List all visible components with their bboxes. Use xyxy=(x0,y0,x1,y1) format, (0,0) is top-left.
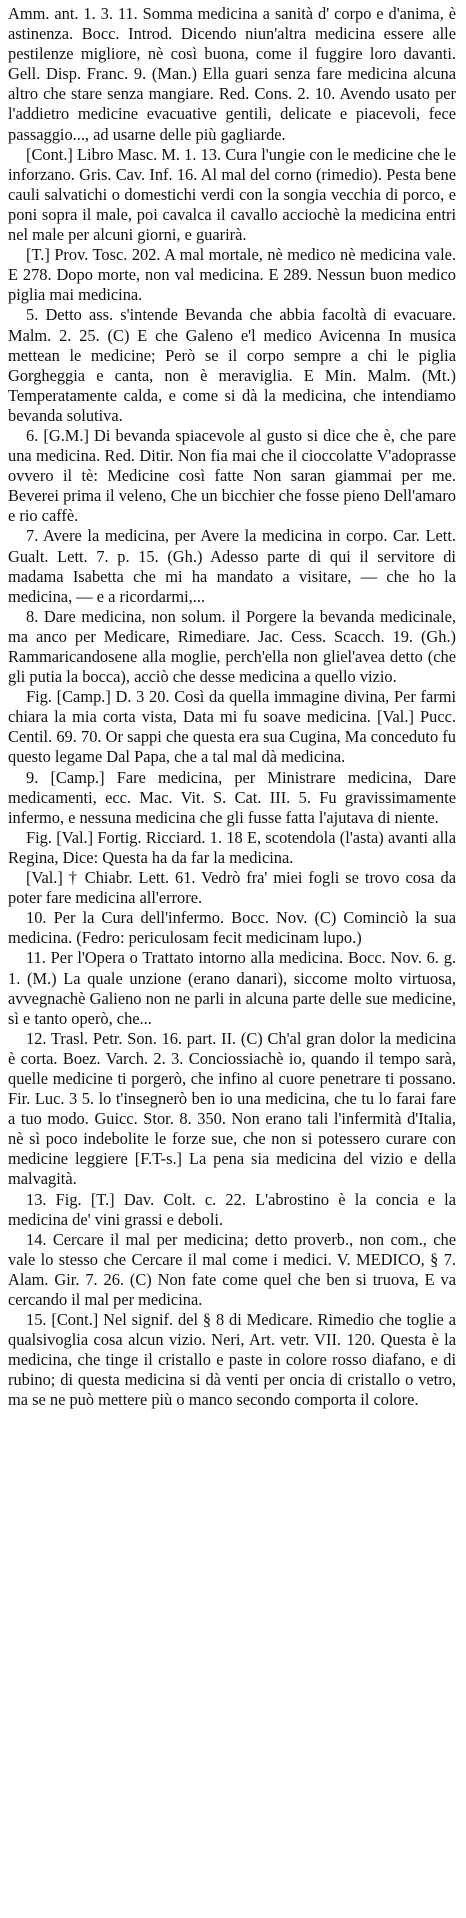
entry-paragraph: [Val.] † Chiabr. Lett. 61. Vedrò fra' miei fogli se trovo cosa da poter fare medicina all'errore. xyxy=(8,868,456,908)
entry-paragraph: 15. [Cont.] Nel signif. del § 8 di Medicare. Rimedio che toglie a qualsivoglia cosa alcun vizio. Neri, Art. vetr. VII. 120. Questa è la medicina, che tinge il cristallo e paste in colore rosso diafano, e di rubino; di questa medicina si dà venti per oncia di cristallo o vetro, ma se ne può mettere più o manco secondo comporta il colore. xyxy=(8,1310,456,1410)
entry-paragraph: Fig. [Camp.] D. 3 20. Così da quella immagine divina, Per farmi chiara la mia corta vista, Data mi fu soave medicina. [Val.] Pucc. Centil. 69. 70. Or sappi che questa era sua Cugina, Ma conceduto fu questo legame Dal Papa, che a tal mal dà medicina. xyxy=(8,687,456,767)
entry-paragraph: 10. Per la Cura dell'infermo. Bocc. Nov. (C) Cominciò la sua medicina. (Fedro: periculosam fecit medicinam lupo.) xyxy=(8,908,456,948)
entry-paragraph: 6. [G.M.] Di bevanda spiacevole al gusto si dice che è, che pare una medicina. Red. Ditir. Non fia mai che il cioccolatte V'adoprasse ovvero il tè: Medicine così fatte Non saran giammai per me. Beverei prima il veleno, Che un bicchier che fosse pieno Dell'amaro e rio caffè. xyxy=(8,425,456,526)
entry-paragraph: 8. Dare medicina, non solum. il Porgere la bevanda medicinale, ma anco per Medicare, Rimediare. Jac. Cess. Scacch. 19. (Gh.) Rammaricandosene alla moglie, perch'ella non gliel'avea detto (che gli putia la bocca), acciò che desse medicina a quello vizio. xyxy=(8,606,456,687)
entry-paragraph: 9. [Camp.] Fare medicina, per Ministrare medicina, Dare medicamenti, ecc. Mac. Vit. S. Cat. III. 5. Fu gravissimamente infermo, e nessuna medicina che gli fusse fatta l'ajutava di niente. xyxy=(8,767,456,827)
entry-paragraph: [Cont.] Libro Masc. M. 1. 13. Cura l'ungie con le medicine che le inforzano. Gris. Cav. Inf. 16. Al mal del corno (rimedio). Pesta bene cauli salvatichi o domestichi verdi con la songia vecchia di porco, e poni sopra il male, poi cavalca il cavallo acciochè la medicina entri nel male per alcuni giorni, e guarirà. xyxy=(8,144,456,245)
entry-paragraph: 11. Per l'Opera o Trattato intorno alla medicina. Bocc. Nov. 6. g. 1. (M.) La quale unzione (erano danari), siccome molto virtuosa, avvegnachè Galieno non ne parli in alcuna parte delle sue medicine, sì e tanto operò, che... xyxy=(8,948,456,1028)
entry-paragraph: Fig. [Val.] Fortig. Ricciard. 1. 18 E, scotendola (l'asta) avanti alla Regina, Dice: Questa ha da far la medicina. xyxy=(8,827,456,867)
entry-paragraph: [T.] Prov. Tosc. 202. A mal mortale, nè medico nè medicina vale. E 278. Dopo morte, non val medicina. E 289. Nessun buon medico piglia mai medicina. xyxy=(8,245,456,305)
entry-paragraph: 14. Cercare il mal per medicina; detto proverb., non com., che vale lo stesso che Cercare il mal come i medici. V. MEDICO, § 7. Alam. Gir. 7. 26. (C) Non fate come quel che ben si truova, E va cercando il mal per medicina. xyxy=(8,1229,456,1309)
entry-paragraph: 5. Detto ass. s'intende Bevanda che abbia facoltà di evacuare. Malm. 2. 25. (C) E che Galeno e'l medico Avicenna In musica mettean le medicine; Però se il corpo sempre a chi le piglia Gorgheggia e canta, non è meraviglia. E Min. Malm. (Mt.) Temperatamente calda, e come si dà la medicina, che intendiamo bevanda solutiva. xyxy=(8,305,456,425)
entry-paragraph: 13. Fig. [T.] Dav. Colt. c. 22. L'abrostino è la concia e la medicina de' vini grassi e deboli. xyxy=(8,1189,456,1229)
entry-paragraph: Amm. ant. 1. 3. 11. Somma medicina a sanità d' corpo e d'anima, è astinenza. Bocc. Introd. Dicendo niun'altra medicina essere alle pestilenze migliore, nè così buona, come il fuggire loro davanti. Gell. Disp. Franc. 9. (Man.) Ella guari senza fare medicina alcuna altro che stare senza mangiare. Red. Cons. 2. 10. Avendo usato per l'addietro medicine evacuative gentili, delicate e piacevoli, fece passaggio..., ad usarne delle più gagliarde. xyxy=(8,4,456,144)
entry-paragraph: 12. Trasl. Petr. Son. 16. part. II. (C) Ch'al gran dolor la medicina è corta. Boez. Varch. 2. 3. Conciossiachè io, quando il tempo sarà, quelle medicine ti porgerò, che infino al cuore penetrare ti possano. Fir. Luc. 3 5. lo t'insegnerò ben io una medicina, che tu lo farai fare a tuo modo. Guicc. Stor. 8. 350. Non erano tali l'infermità d'Italia, nè sì poco indebolite le forze sue, che non si potessero curare con medicine leggiere [F.T-s.] La pena sia medicina del vizio e della malvagità. xyxy=(8,1028,456,1189)
entry-paragraph: 7. Avere la medicina, per Avere la medicina in corpo. Car. Lett. Gualt. Lett. 7. p. 15. (Gh.) Adesso parte di qui il servitore di madama Isabetta che mi ha mandato a visitare, — che ho la medicina, — e a ricordarmi,... xyxy=(8,526,456,606)
